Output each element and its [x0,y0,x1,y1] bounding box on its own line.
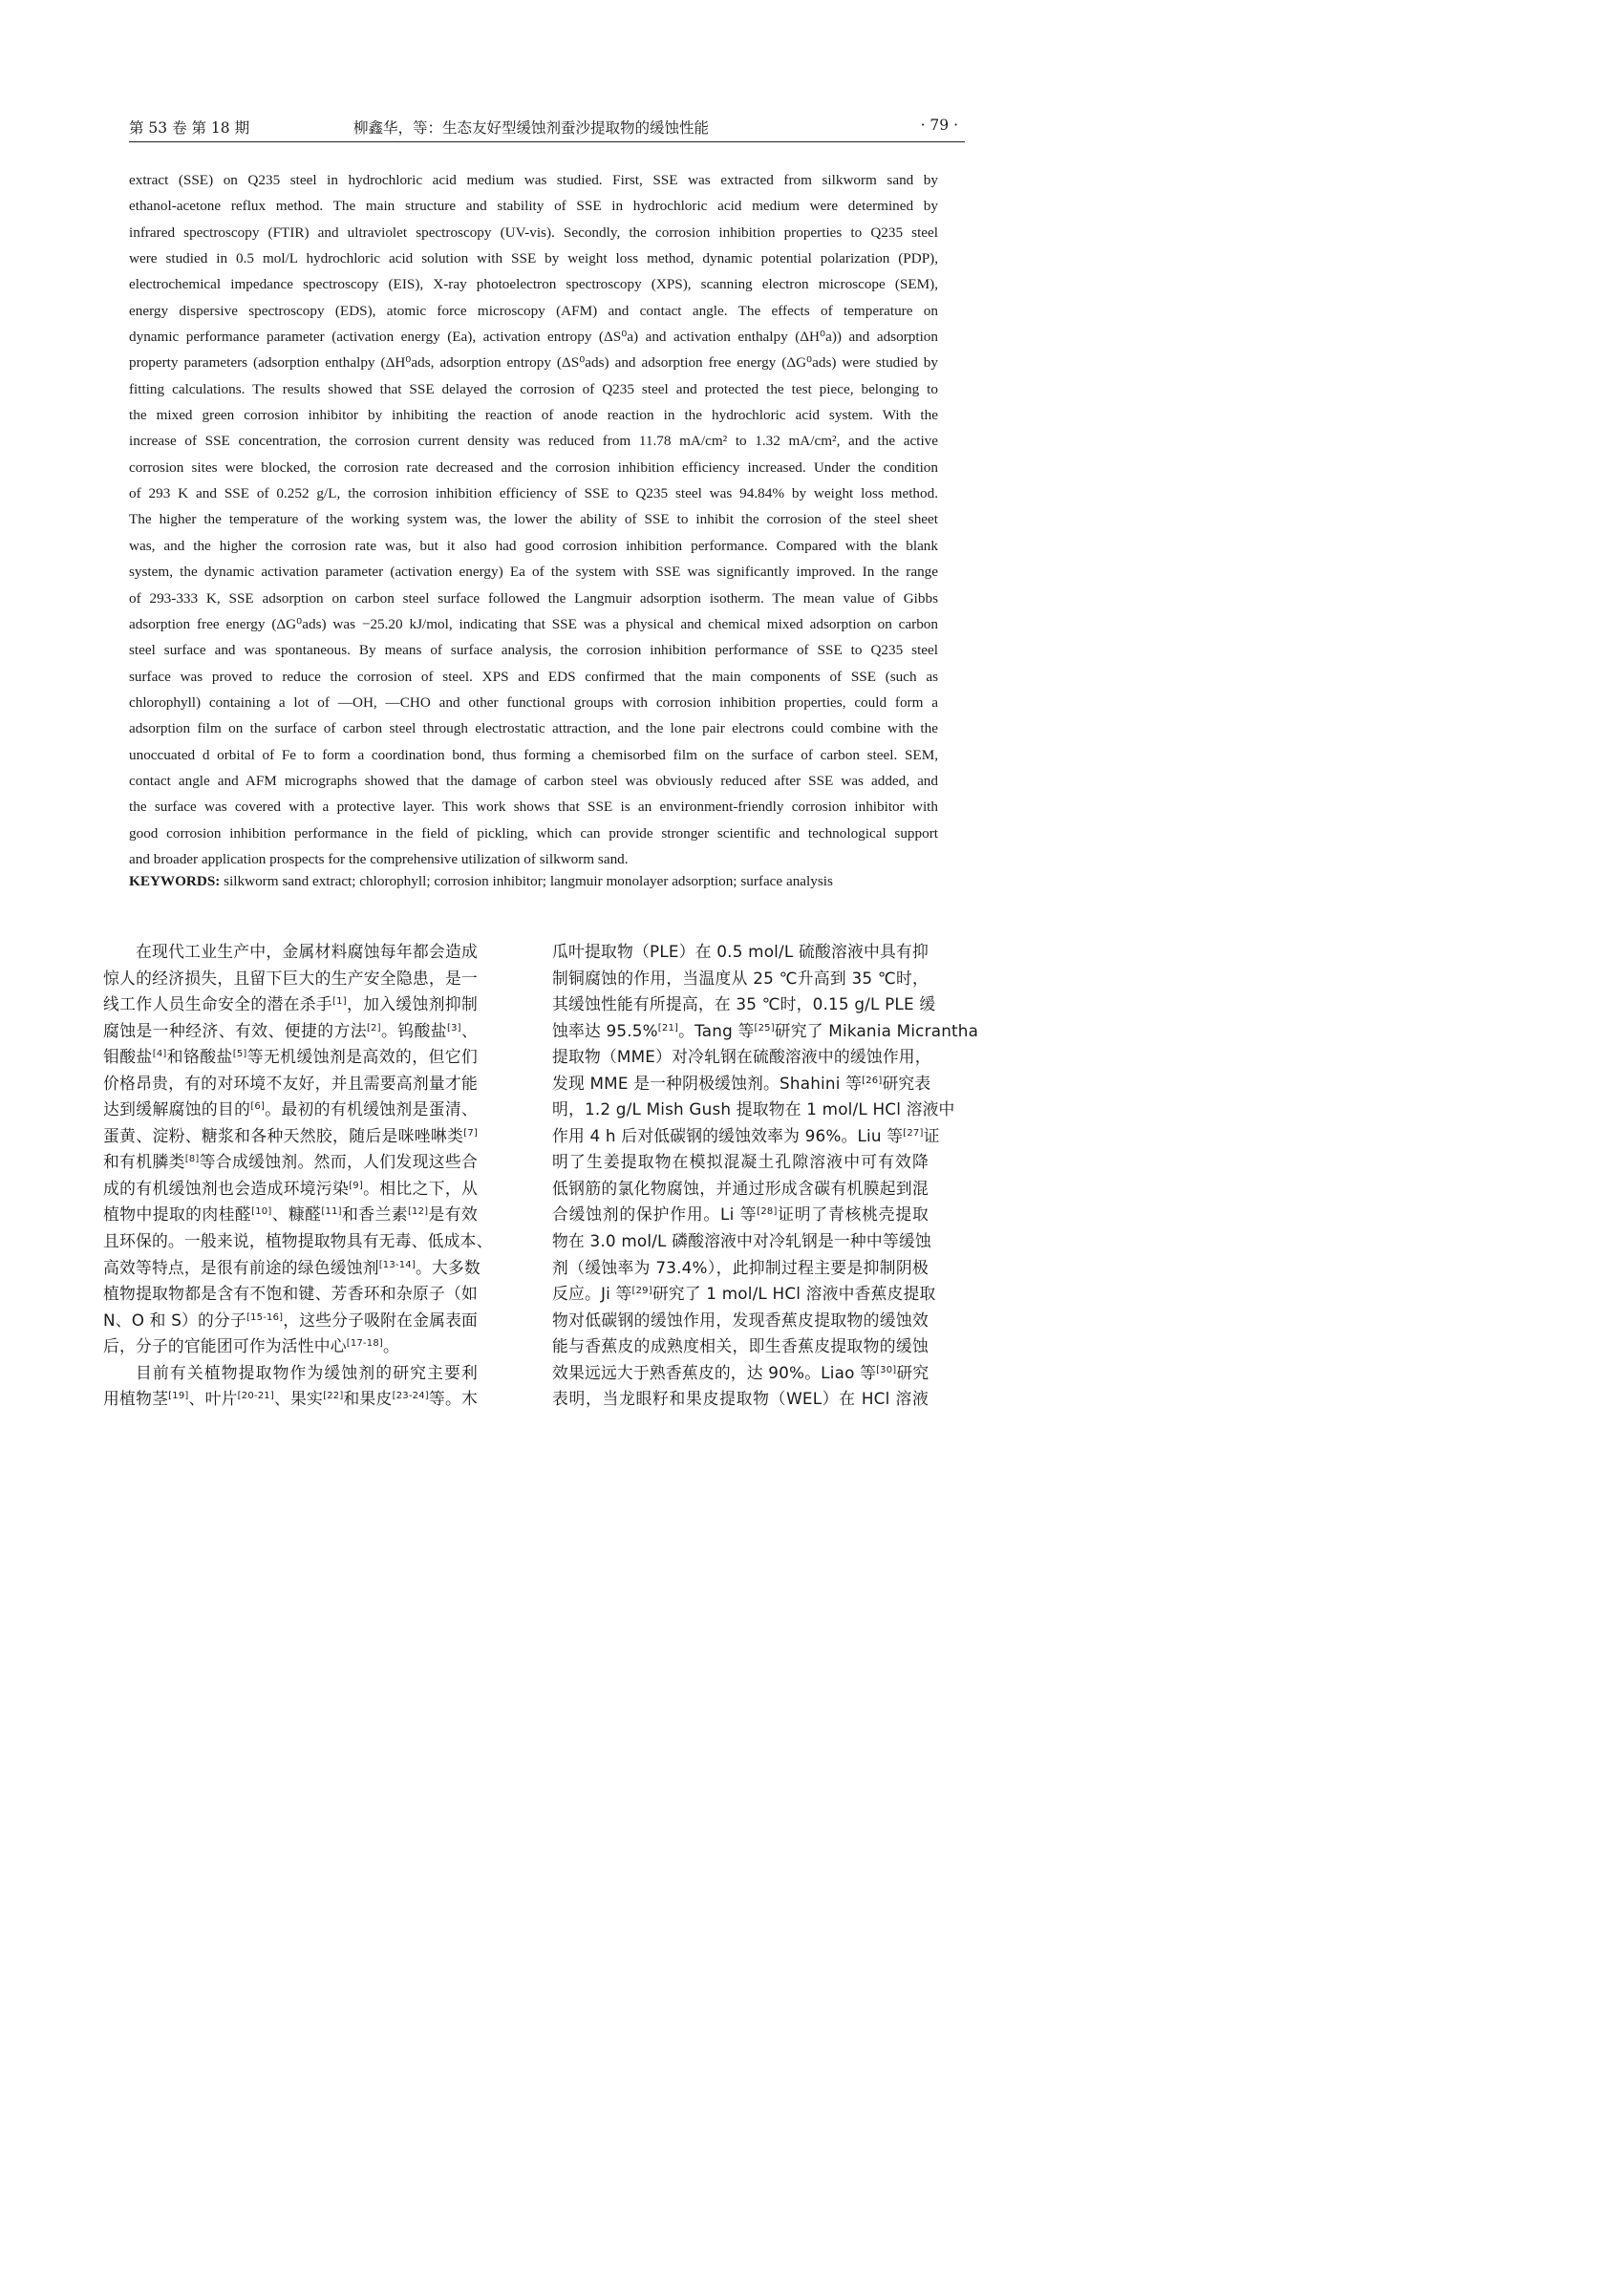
text-line: surface was proved to reduce the corrosion of steel. XPS and EDS confirmed that the main components of SSE (such as [129,668,938,685]
citation: [4] [152,1049,167,1060]
text-line: 价格昂贵，有的对环境不友好，并且需要高剂量才能 [103,1073,478,1093]
text-line: the surface was covered with a protective layer. This work shows that SSE is an environment-friendly corrosion inhibitor with [129,799,938,816]
text-line: corrosion sites were blocked, the corrosion rate decreased and the corrosion inhibition efficiency increased. Under the condition [129,458,938,476]
text-line: 和有机膦类[8]等合成缓蚀剂。然而，人们发现这些合 [103,1152,478,1172]
citation: [28] [757,1206,778,1218]
text-line: 物在 3.0 mol/L 磷酸溶液中对冷轧钢是一种中等缓蚀 [552,1231,931,1251]
text-line: steel surface and was spontaneous. By means of surface analysis, the corrosion inhibition performance of SSE to Q235 steel [129,642,938,659]
keywords-label: KEYWORDS: [129,873,221,889]
text-line: and broader application prospects for the comprehensive utilization of silkworm sand. [129,850,629,867]
citation: [3] [446,1022,461,1033]
text-line: 剂（缓蚀率为 73.4%），此抑制过程主要是抑制阴极 [552,1257,929,1277]
citation: [20-21] [237,1391,274,1402]
text-line: of 293 K and SSE of 0.252 g/L, the corrosion inhibition efficiency of SSE to Q235 steel was 94.84% by weight loss method. [129,485,938,502]
text-line: extract (SSE) on Q235 steel in hydrochloric acid medium was studied. First, SSE was extracted from silkworm sand by [129,172,938,188]
text-line: 明，1.2 g/L Mish Gush 提取物在 1 mol/L HCl 溶液中 [552,1099,955,1119]
running-header-title: 柳鑫华，等：生态友好型缓蚀剂蚕沙提取物的缓蚀性能 [353,119,710,137]
text-line: the mixed green corrosion inhibitor by inhibiting the reaction of anode reaction in the hydrochloric acid system. With the [129,407,938,424]
text-line: 表明，当龙眼籽和果皮提取物（WEL）在 HCl 溶液 [552,1389,929,1409]
text-line: chlorophyll) containing a lot of —OH, —CHO and other functional groups with corrosion inhibition properties, could form a [129,693,938,711]
text-line: 后，分子的官能团可作为活性中心[17-18]。 [103,1336,399,1356]
text-line: 蛋黄、淀粉、糖浆和各种天然胶，随后是咪唑啉类[7] [103,1125,478,1145]
citation: [10] [251,1206,272,1218]
text-line: 惊人的经济损失，且留下巨大的生产安全隐患，是一 [103,968,478,988]
text-line: adsorption free energy (ΔG⁰ads) was −25.20 kJ/mol, indicating that SSE was a physical and chemical mixed adsorption on carbon [129,615,938,632]
text-line: adsorption film on the surface of carbon steel through electrostatic attraction, and the lone pair electrons could combine with the [129,720,938,737]
text-line: property parameters (adsorption enthalpy (ΔH⁰ads, adsorption entropy (ΔS⁰ads) and adsorption free energy (ΔG⁰ads) were studied by [129,354,938,372]
text-line: 作用 4 h 后对低碳钢的缓蚀效率为 96%。Liu 等[27]证 [552,1125,940,1145]
text-line: 蚀率达 95.5%[21]。Tang 等[25]研究了 Mikania Micrantha [552,1020,979,1040]
citation: [12] [407,1206,429,1218]
text-line: 植物提取物都是含有不饱和键、芳香环和杂原子（如 [103,1284,478,1304]
citation: [11] [321,1206,342,1218]
text-line: increase of SSE concentration, the corrosion current density was reduced from 11.78 mA/cm² to 1.32 mA/cm², and the active [129,433,938,450]
text-line: dynamic performance parameter (activation energy (Ea), activation entropy (ΔS⁰a) and activation enthalpy (ΔH⁰a)) and adsorption [129,329,938,346]
text-line: 明了生姜提取物在模拟混凝土孔隙溶液中可有效降 [552,1152,929,1172]
text-line: 线工作人员生命安全的潜在杀手[1]，加入缓蚀剂抑制 [103,994,478,1014]
text-line: were studied in 0.5 mol/L hydrochloric acid solution with SSE by weight loss method, dynamic potential polarization (PDP), [129,250,938,267]
text-line: 发现 MME 是一种阴极缓蚀剂。Shahini 等[26]研究表 [552,1073,931,1093]
english-abstract [129,167,938,872]
citation: [2] [366,1022,381,1033]
text-line: 瓜叶提取物（PLE）在 0.5 mol/L 硫酸溶液中具有抑 [552,942,929,961]
text-line: ethanol-acetone reflux method. The main structure and stability of SSE in hydrochloric acid medium were determined by [129,198,938,215]
citation: [7] [463,1127,478,1139]
citation: [5] [232,1049,247,1060]
citation: [22] [323,1391,344,1402]
citation: [27] [903,1127,924,1139]
citation: [23-24] [392,1391,429,1402]
body-column-right [552,939,979,1413]
text-line: 目前有关植物提取物作为缓蚀剂的研究主要利 [136,1362,478,1382]
citation: [29] [631,1286,652,1297]
citation: [19] [168,1391,189,1402]
keywords-text: silkworm sand extract; chlorophyll; corrosion inhibitor; langmuir monolayer adsorption; surface analysis [220,873,833,889]
text-line: 用植物茎[19]、叶片[20-21]、果实[22]和果皮[23-24]等。木 [103,1389,478,1409]
header-rule [129,141,965,142]
text-line: electrochemical impedance spectroscopy (EIS), X-ray photoelectron spectroscopy (XPS), scanning electron microscope (SEM), [129,276,938,293]
page-number: · 79 · [920,117,958,134]
citation: [25] [754,1022,775,1033]
citation: [26] [862,1075,883,1086]
text-line: was, and the higher the corrosion rate was, but it also had good corrosion inhibition performance. Compared with the blank [129,537,938,554]
citation: [17-18] [346,1338,383,1350]
citation: [9] [349,1180,363,1191]
text-line: infrared spectroscopy (FTIR) and ultraviolet spectroscopy (UV-vis). Secondly, the corrosion inhibition properties to Q235 steel [129,224,938,241]
text-line: 反应。Ji 等[29]研究了 1 mol/L HCl 溶液中香蕉皮提取 [552,1284,936,1304]
text-line: unoccuated d orbital of Fe to form a coordination bond, thus forming a chemisorbed film on the surface of carbon steel. SEM, [129,746,938,763]
text-line: 高效等特点，是很有前途的绿色缓蚀剂[13-14]。大多数 [103,1257,481,1277]
text-line: 其缓蚀性能有所提高，在 35 ℃时，0.15 g/L PLE 缓 [552,994,936,1014]
text-line: N、O 和 S）的分子[15-16]，这些分子吸附在金属表面 [103,1310,479,1330]
text-line: 效果远远大于熟香蕉皮的，达 90%。Liao 等[30]研究 [552,1362,930,1382]
citation: [30] [876,1364,897,1375]
keywords [129,873,833,890]
text-line: 钼酸盐[4]和铬酸盐[5]等无机缓蚀剂是高效的，但它们 [103,1047,478,1067]
citation: [8] [184,1154,200,1165]
text-line: 物对低碳钢的缓蚀作用，发现香蕉皮提取物的缓蚀效 [552,1310,929,1330]
text-line: 植物中提取的肉桂醛[10]、糠醛[11]和香兰素[12]是有效 [103,1204,478,1225]
body-column-left [103,939,493,1413]
text-line: 合缓蚀剂的保护作用。Li 等[28]证明了青核桃壳提取 [552,1204,929,1225]
text-line: 成的有机缓蚀剂也会造成环境污染[9]。相比之下，从 [103,1178,478,1198]
text-line: fitting calculations. The results showed that SSE delayed the corrosion of Q235 steel and protected the test piece, belonging to [129,380,938,397]
text-line: 在现代工业生产中，金属材料腐蚀每年都会造成 [136,942,478,961]
text-line: good corrosion inhibition performance in the field of pickling, which can provide stronger scientific and technological support [129,824,938,842]
citation: [13-14] [378,1259,416,1270]
text-line: 提取物（MME）对冷轧钢在硫酸溶液中的缓蚀作用， [552,1047,931,1067]
text-line: 能与香蕉皮的成熟度相关，即生香蕉皮提取物的缓蚀 [552,1336,929,1356]
text-line: 达到缓解腐蚀的目的[6]。最初的有机缓蚀剂是蛋清、 [103,1099,478,1119]
citation: [21] [657,1022,679,1033]
citation: [15-16] [246,1311,284,1323]
text-line: 腐蚀是一种经济、有效、便捷的方法[2]。钨酸盐[3]、 [103,1020,478,1040]
text-line: The higher the temperature of the working system was, the lower the ability of SSE to inhibit the corrosion of the steel sheet [129,511,938,528]
text-line: 且环保的。一般来说，植物提取物具有无毒、低成本、 [103,1231,493,1251]
text-line: 低钢筋的氯化物腐蚀，并通过形成含碳有机膜起到混 [552,1178,929,1198]
text-line: 制铜腐蚀的作用，当温度从 25 ℃升高到 35 ℃时， [552,968,929,988]
citation: [6] [250,1101,266,1113]
running-header-issue: 第 53 卷 第 18 期 [129,119,250,137]
citation: [1] [332,996,347,1008]
text-line: of 293-333 K, SSE adsorption on carbon steel surface followed the Langmuir adsorption isotherm. The mean value of Gibbs [129,589,938,607]
text-line: contact angle and AFM micrographs showed that the damage of carbon steel was obviously reduced after SSE was added, and [129,772,938,789]
text-line: energy dispersive spectroscopy (EDS), atomic force microscopy (AFM) and contact angle. The effects of temperature on [129,302,938,319]
text-line: system, the dynamic activation parameter (activation energy) Ea of the system with SSE was significantly improved. In the range [129,564,938,581]
